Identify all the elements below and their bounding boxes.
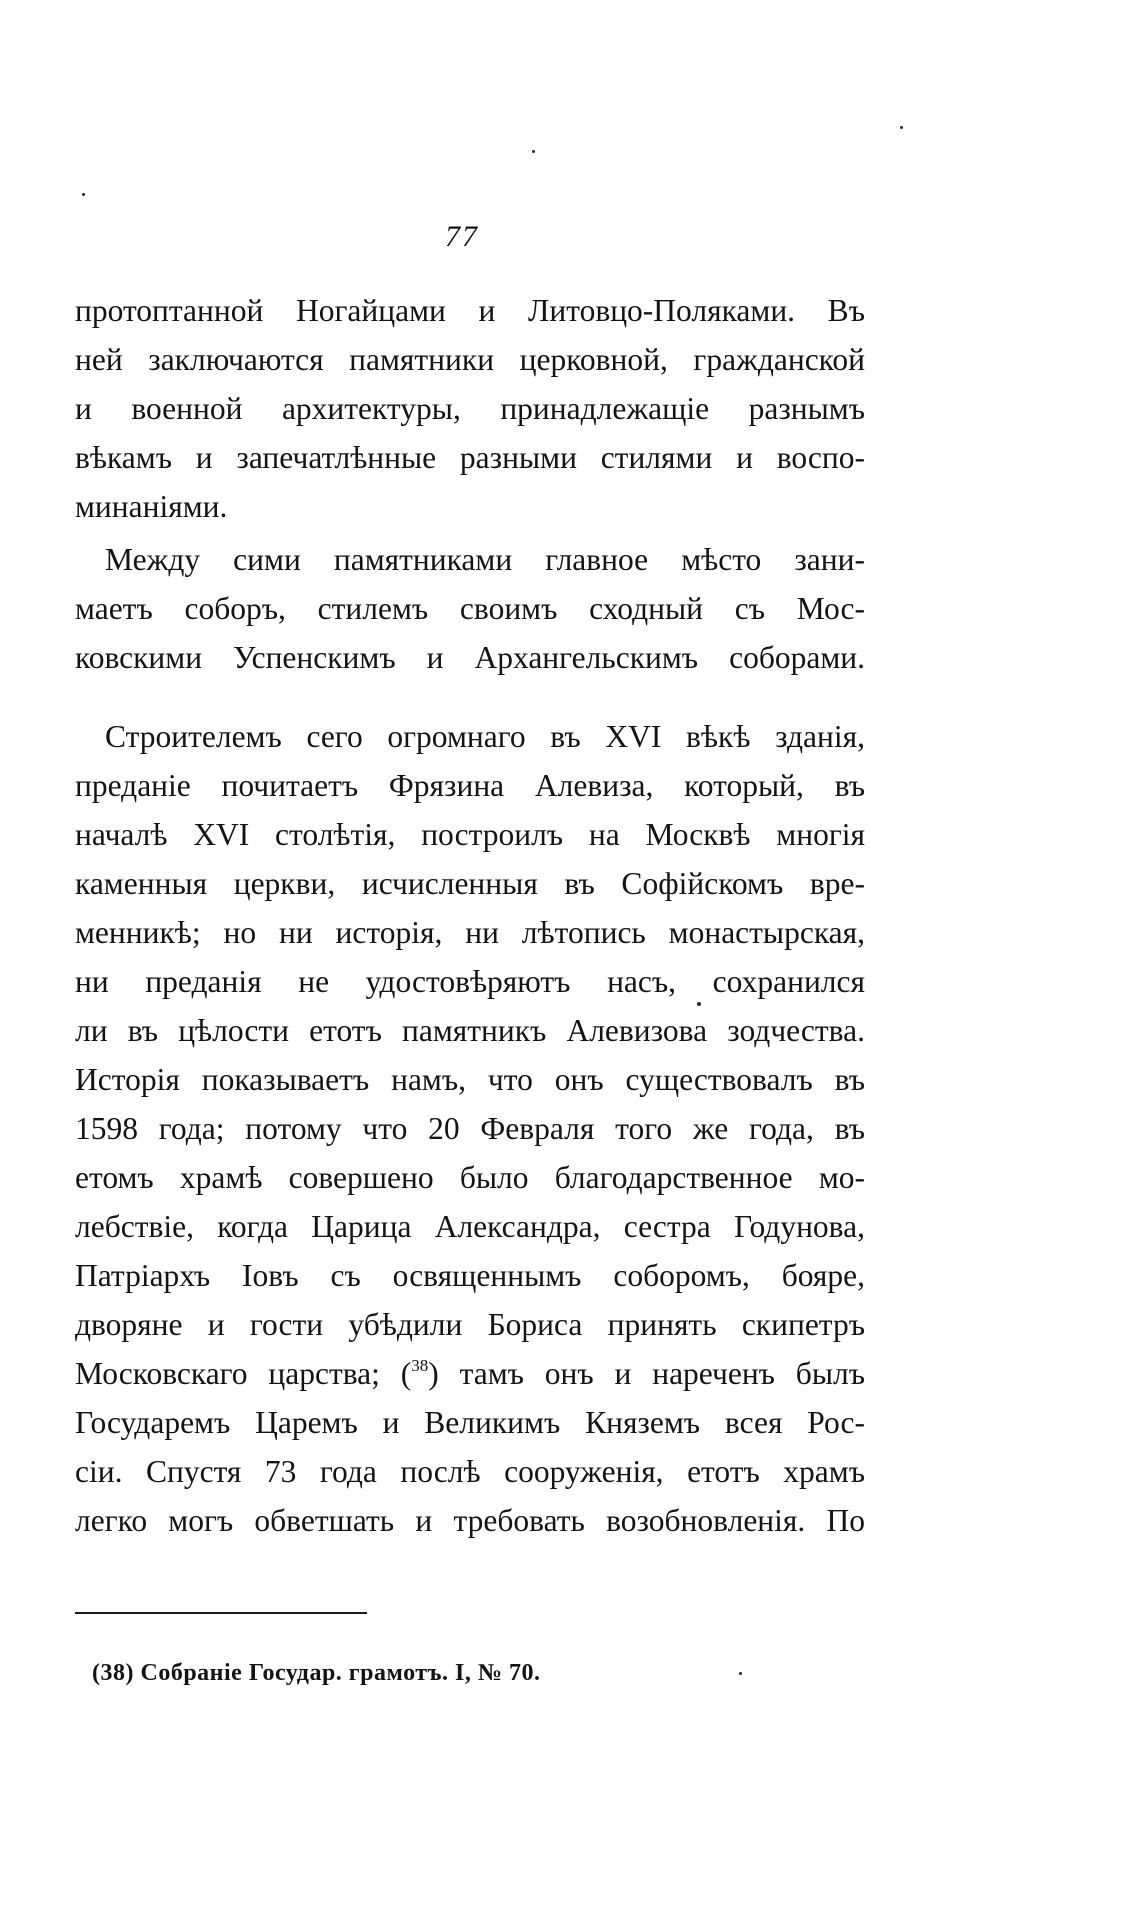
scan-speck (532, 150, 535, 153)
text-line: ни преданія не удостовѣряютъ насъ, сохранился (75, 964, 865, 999)
scan-speck (739, 1672, 742, 1675)
scan-speck (82, 193, 85, 196)
text-line: менникѣ; но ни исторія, ни лѣтопись монастырская, (75, 915, 865, 950)
text-line: каменныя церкви, исчисленныя въ Софійскомъ вре- (75, 866, 865, 901)
text-line: началѣ XVI столѣтія, построилъ на Москвѣ многія (75, 817, 865, 852)
footnote-divider (75, 1612, 367, 1614)
text-line: легко могъ обветшать и требовать возобновленія. По (75, 1503, 865, 1538)
reference-paren-open: ( (400, 1356, 412, 1391)
text-line: сіи. Спустя 73 года послѣ сооруженія, етотъ храмъ (75, 1454, 865, 1489)
footnote: (38) Собраніе Государ. грамотъ. I, № 70. (92, 1660, 541, 1686)
text-line: протоптанной Ногайцами и Литовцо-Поляками. Въ (75, 293, 865, 328)
text-line: вѣкамъ и запечатлѣнные разными стилями и воспо- (75, 440, 865, 475)
paragraph-gap (75, 682, 865, 712)
reference-number: 38 (411, 1356, 429, 1375)
text-line: ковскими Успенскимъ и Архангельскимъ соборами. (75, 640, 865, 675)
text-line: Исторія показываетъ намъ, что онъ существовалъ въ (75, 1062, 865, 1097)
text-line: лебствіе, когда Царица Александра, сестра Годунова, (75, 1209, 865, 1244)
text-line: ли въ цѣлости етотъ памятникъ Алевизова зодчества. (75, 1013, 865, 1048)
scan-speck (900, 126, 903, 129)
text-segment: тамъ онъ и нареченъ былъ (459, 1356, 866, 1391)
body-text (75, 286, 865, 1545)
text-line: маетъ соборъ, стилемъ своимъ сходный съ Мос- (75, 591, 865, 626)
text-line: минаніями. (75, 489, 228, 524)
text-line: Между сими памятниками главное мѣсто зани- (105, 542, 865, 577)
text-line: Строителемъ сего огромнаго въ XVI вѣкѣ зданія, (105, 719, 865, 754)
text-line: и военной архитектуры, принадлежащіе разнымъ (75, 391, 865, 426)
text-line: ней заключаются памятники церковной, гражданской (75, 342, 865, 377)
scan-speck (697, 1002, 701, 1006)
page-number: 77 (445, 220, 479, 253)
text-line: Патріархъ Іовъ съ освященнымъ соборомъ, бояре, (75, 1258, 865, 1293)
text-segment: Московскаго царства; (75, 1356, 380, 1391)
text-line: дворяне и гости убѣдили Бориса принять скипетръ (75, 1307, 865, 1342)
reference-mark (401, 1356, 439, 1391)
text-line: Государемъ Царемъ и Великимъ Княземъ всея Рос- (75, 1405, 865, 1440)
text-line-with-reference (75, 1349, 865, 1398)
text-line: 1598 года; потому что 20 Февраля того же года, въ (75, 1111, 865, 1146)
text-line: етомъ храмѣ совершено было благодарственное мо- (75, 1160, 865, 1195)
reference-paren-close: ) (428, 1356, 439, 1391)
text-line: преданіе почитаетъ Фрязина Алевиза, который, въ (75, 768, 865, 803)
